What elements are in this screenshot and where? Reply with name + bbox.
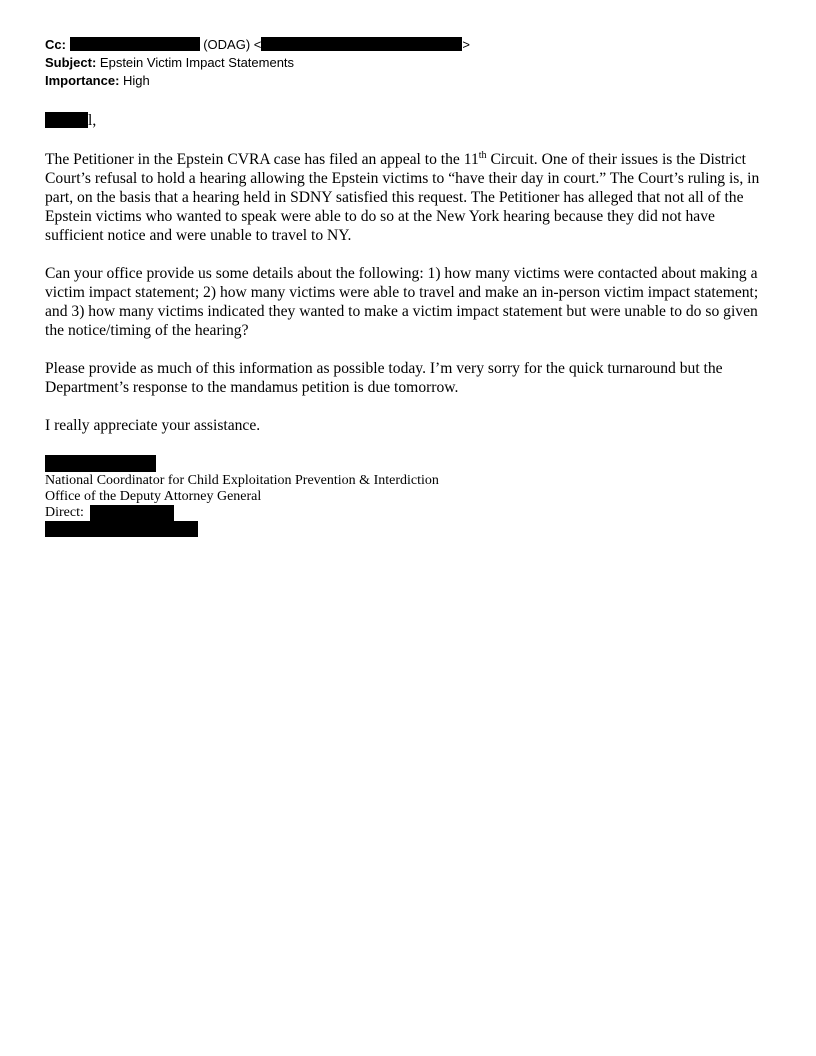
p1-text-end: Circuit. One of their issues is the District Court’s refusal to hold a hearing allowing the Epstein victims to “have their day in court.” The Court’s ruling is, in part, on the basis that a hearing held in SDNY satisfied this request. The Petitioner has alleged that not all of the Epstein victims who wanted to speak were able to do so at the New York hearing because they did not have sufficient notice and were unable to travel to NY. bbox=[45, 151, 760, 244]
importance-label: Importance: bbox=[45, 73, 120, 88]
importance-value: High bbox=[123, 73, 150, 88]
cc-label: Cc: bbox=[45, 37, 66, 52]
cc-org: (ODAG) < bbox=[203, 37, 262, 52]
subject-line bbox=[45, 54, 294, 72]
redacted-phone bbox=[90, 505, 174, 521]
redacted-sender-name bbox=[45, 455, 156, 472]
signature-office: Office of the Deputy Attorney General bbox=[45, 489, 262, 504]
paragraph-4 bbox=[45, 416, 775, 435]
p2-text: Can your office provide us some details about the following: 1) how many victims were contacted about making a victim impact statement; 2) how many victims were able to travel and make an in-person victim impact statement; and 3) how many victims indicated they wanted to make a victim impact statement but were unable to do so given the notice/timing of the hearing? bbox=[45, 265, 759, 339]
redacted-cc-email bbox=[261, 37, 462, 51]
signature-title: National Coordinator for Child Exploitation Prevention & Interdiction bbox=[45, 473, 439, 488]
p3-text: Please provide as much of this information as possible today. I’m very sorry for the quick turnaround but the Department’s response to the mandamus petition is due tomorrow. bbox=[45, 360, 723, 396]
subject-value: Epstein Victim Impact Statements bbox=[99, 55, 295, 70]
direct-label: Direct: bbox=[45, 505, 84, 520]
paragraph-1 bbox=[45, 150, 775, 245]
paragraph-2 bbox=[45, 264, 775, 340]
signature-direct bbox=[45, 505, 84, 521]
p1-superscript: th bbox=[478, 150, 487, 161]
p1-text-start: The Petitioner in the Epstein CVRA case has filed an appeal to the 11 bbox=[45, 151, 479, 168]
redacted-recipient-name bbox=[45, 112, 88, 128]
subject-label: Subject: bbox=[45, 55, 97, 70]
paragraph-3 bbox=[45, 359, 775, 397]
cc-close: > bbox=[462, 37, 470, 52]
importance-line bbox=[45, 72, 150, 90]
p4-text: I really appreciate your assistance. bbox=[45, 417, 261, 434]
cc-line bbox=[45, 36, 470, 54]
redacted-email bbox=[45, 521, 198, 537]
greeting bbox=[45, 111, 775, 130]
redacted-cc-name bbox=[70, 37, 200, 51]
greeting-suffix: l, bbox=[88, 112, 97, 129]
